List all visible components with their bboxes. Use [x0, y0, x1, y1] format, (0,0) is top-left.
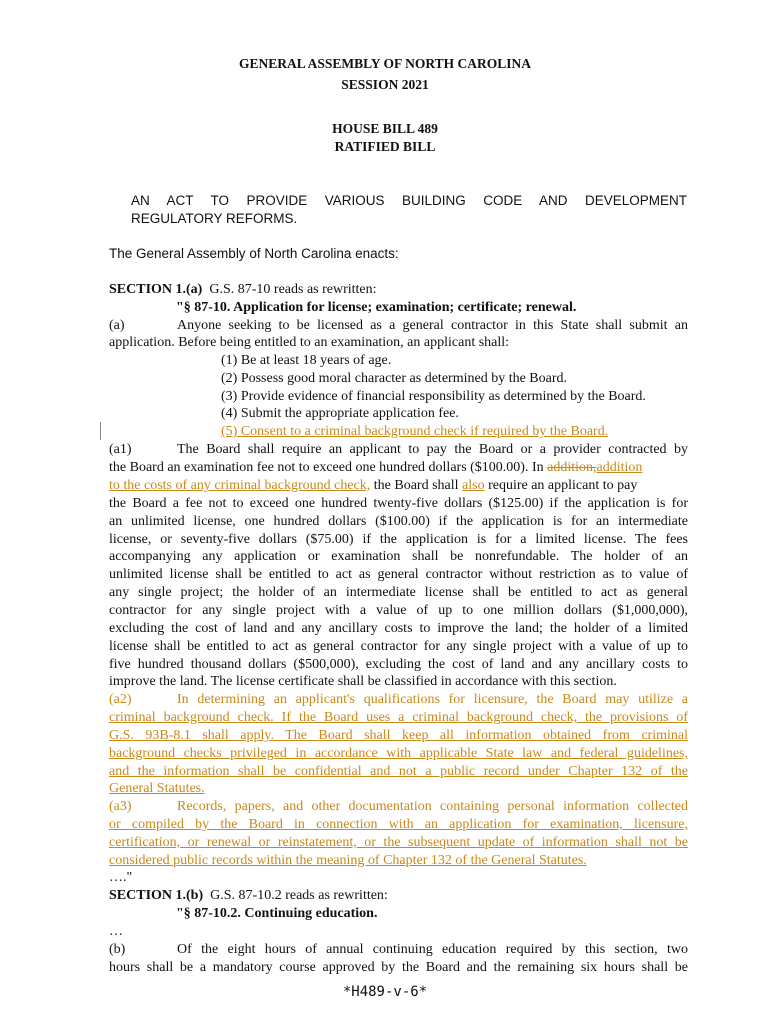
a3-body-last-line: considered public records within the meaning of Chapter 132 of the General Statutes. [109, 853, 587, 868]
a2-body-line: G.S. 93B-8.1 shall apply. The Board shall keep all information obtained from criminal [109, 728, 688, 743]
section-1b-ellipsis: … [109, 924, 123, 939]
requirement-item-2: (2) Possess good moral character as determined by the Board. [221, 371, 568, 386]
a1-body-line: five hundred thousand dollars ($500,000), excluding the cost of land and any ancillary costs to [109, 657, 688, 672]
a3-body-line: or compiled by the Board in connection with an application for examination, licensure, [109, 817, 688, 832]
requirement-item-3: (3) Provide evidence of financial responsibility as determined by the Board. [221, 389, 646, 404]
section-1b-label: SECTION 1.(b) [109, 888, 204, 903]
a1-body-line: contractor for any single project with a value of up to one million dollars ($1,000,000), [109, 603, 688, 618]
subsection-b-line-2: hours shall be a mandatory course approved by the Board and the remaining six hours shall be [109, 960, 688, 975]
requirement-item-5-inserted [221, 423, 691, 441]
a1-body-line: the Board a fee not to exceed one hundred twenty-five dollars ($125.00) if the application is for [109, 496, 688, 511]
subsection-a-label: (a) [109, 318, 125, 333]
session-heading: SESSION 2021 [341, 77, 429, 92]
inserted-text-addition: addition [596, 460, 643, 475]
section-1a-label: SECTION 1.(a) [109, 282, 203, 297]
act-title-line-2: REGULATORY REFORMS. [131, 211, 298, 226]
a2-body-line: background checks privileged in accordance with applicable State law and federal guidelines, [109, 746, 688, 761]
subsection-a1-text-1: The Board shall require an applicant to pay the Board or a provider contracted by [177, 442, 688, 457]
subsection-a3-text-1: Records, papers, and other documentation containing personal information collected [177, 799, 688, 814]
subsection-b-text-1: Of the eight hours of annual continuing education required by this section, two [177, 942, 688, 957]
section-1a-intro [109, 281, 688, 299]
subsection-a1-line-3 [109, 477, 688, 495]
a2-body-line: and the information shall be confidential and not a public record under Chapter 132 of the [109, 764, 688, 779]
subsection-a-line-2: application. Before being entitled to an examination, an applicant shall: [109, 335, 510, 350]
a1-body-line: accompanying any application or examination shall be nonrefundable. The holder of an [109, 549, 688, 564]
a3-body-line: certification, or renewal or reinstatement, or the subsequent update of information shall not be [109, 835, 688, 850]
deleted-text-addition: addition, [547, 460, 597, 475]
document-footer-id: *H489-v-6* [342, 984, 428, 1000]
subsection-a1-line-2 [109, 459, 688, 477]
requirement-item-5-text: Consent to a criminal background check if required by the Board. [240, 424, 609, 439]
assembly-heading: GENERAL ASSEMBLY OF NORTH CAROLINA [238, 56, 532, 71]
subsection-b-line-1 [109, 941, 688, 959]
subsection-a-text-1: Anyone seeking to be licensed as a general contractor in this State shall submit an [177, 318, 688, 333]
a2-body-line: criminal background check. If the Board uses a criminal background check, the provisions of [109, 710, 688, 725]
bill-status: RATIFIED BILL [334, 139, 436, 154]
section-1a-intro-text: G.S. 87-10 reads as rewritten: [209, 282, 377, 297]
inserted-text-also: also [462, 478, 485, 493]
bill-number: HOUSE BILL 489 [332, 121, 438, 136]
subsection-b-label: (b) [109, 942, 126, 957]
act-title-line-1: AN ACT TO PROVIDE VARIOUS BUILDING CODE AND DEVELOPMENT [131, 193, 687, 208]
a1-line-3-post: require an applicant to pay [488, 478, 638, 493]
section-1b-intro-text: G.S. 87-10.2 reads as rewritten: [210, 888, 388, 903]
change-bar-left [100, 422, 101, 440]
requirement-item-5-number: (5) [221, 424, 238, 439]
a2-body-last-line: General Statutes. [109, 781, 205, 796]
a1-body-line: unlimited license shall be entitled to act as general contractor without restriction as to value of [109, 567, 688, 582]
subsection-a1-label: (a1) [109, 442, 132, 457]
subsection-a2-text-1: In determining an applicant's qualifications for licensure, the Board may utilize a [177, 692, 688, 707]
a1-body-line: license shall be entitled to act as general contractor for any single project with a value of up to [109, 639, 688, 654]
section-1b-intro [109, 887, 688, 905]
subsection-a3-label: (a3) [109, 799, 132, 814]
requirement-item-4: (4) Submit the appropriate application fee. [221, 406, 459, 421]
a1-body-line: excluding the cost of land and any ancillary costs to improve the land; the holder of a limited [109, 621, 688, 636]
subsection-a3-line-1 [109, 798, 688, 816]
subsection-a2-line-1 [109, 691, 688, 709]
a1-line-2-text: the Board an examination fee not to exceed one hundred dollars ($100.00). In [109, 460, 544, 475]
section-87-10-heading: "§ 87-10. Application for license; examination; certificate; renewal. [176, 300, 577, 315]
subsection-a1-line-1 [109, 441, 688, 459]
requirement-item-1: (1) Be at least 18 years of age. [221, 353, 392, 368]
section-1a-end-ellipsis: …." [109, 870, 133, 885]
enacting-clause: The General Assembly of North Carolina enacts: [109, 246, 399, 261]
a1-body-line: an unlimited license, one hundred dollars ($100.00) if the application is for an intermediate [109, 514, 688, 529]
subsection-a2-label: (a2) [109, 692, 132, 707]
a1-line-3-mid: the Board shall [373, 478, 459, 493]
inserted-text-background-costs: to the costs of any criminal background check, [109, 478, 371, 493]
a1-body-last-line: improve the land. The license certificate shall be classified in accordance with this section. [109, 674, 617, 689]
section-87-10-2-heading: "§ 87-10.2. Continuing education. [176, 906, 378, 921]
subsection-a-line-1 [109, 317, 688, 335]
a1-body-line: license, or seventy-five dollars ($75.00) if the application is for a limited license. The fees [109, 532, 688, 547]
a1-body-line: any single project; the holder of an intermediate license shall be entitled to act as general [109, 585, 688, 600]
